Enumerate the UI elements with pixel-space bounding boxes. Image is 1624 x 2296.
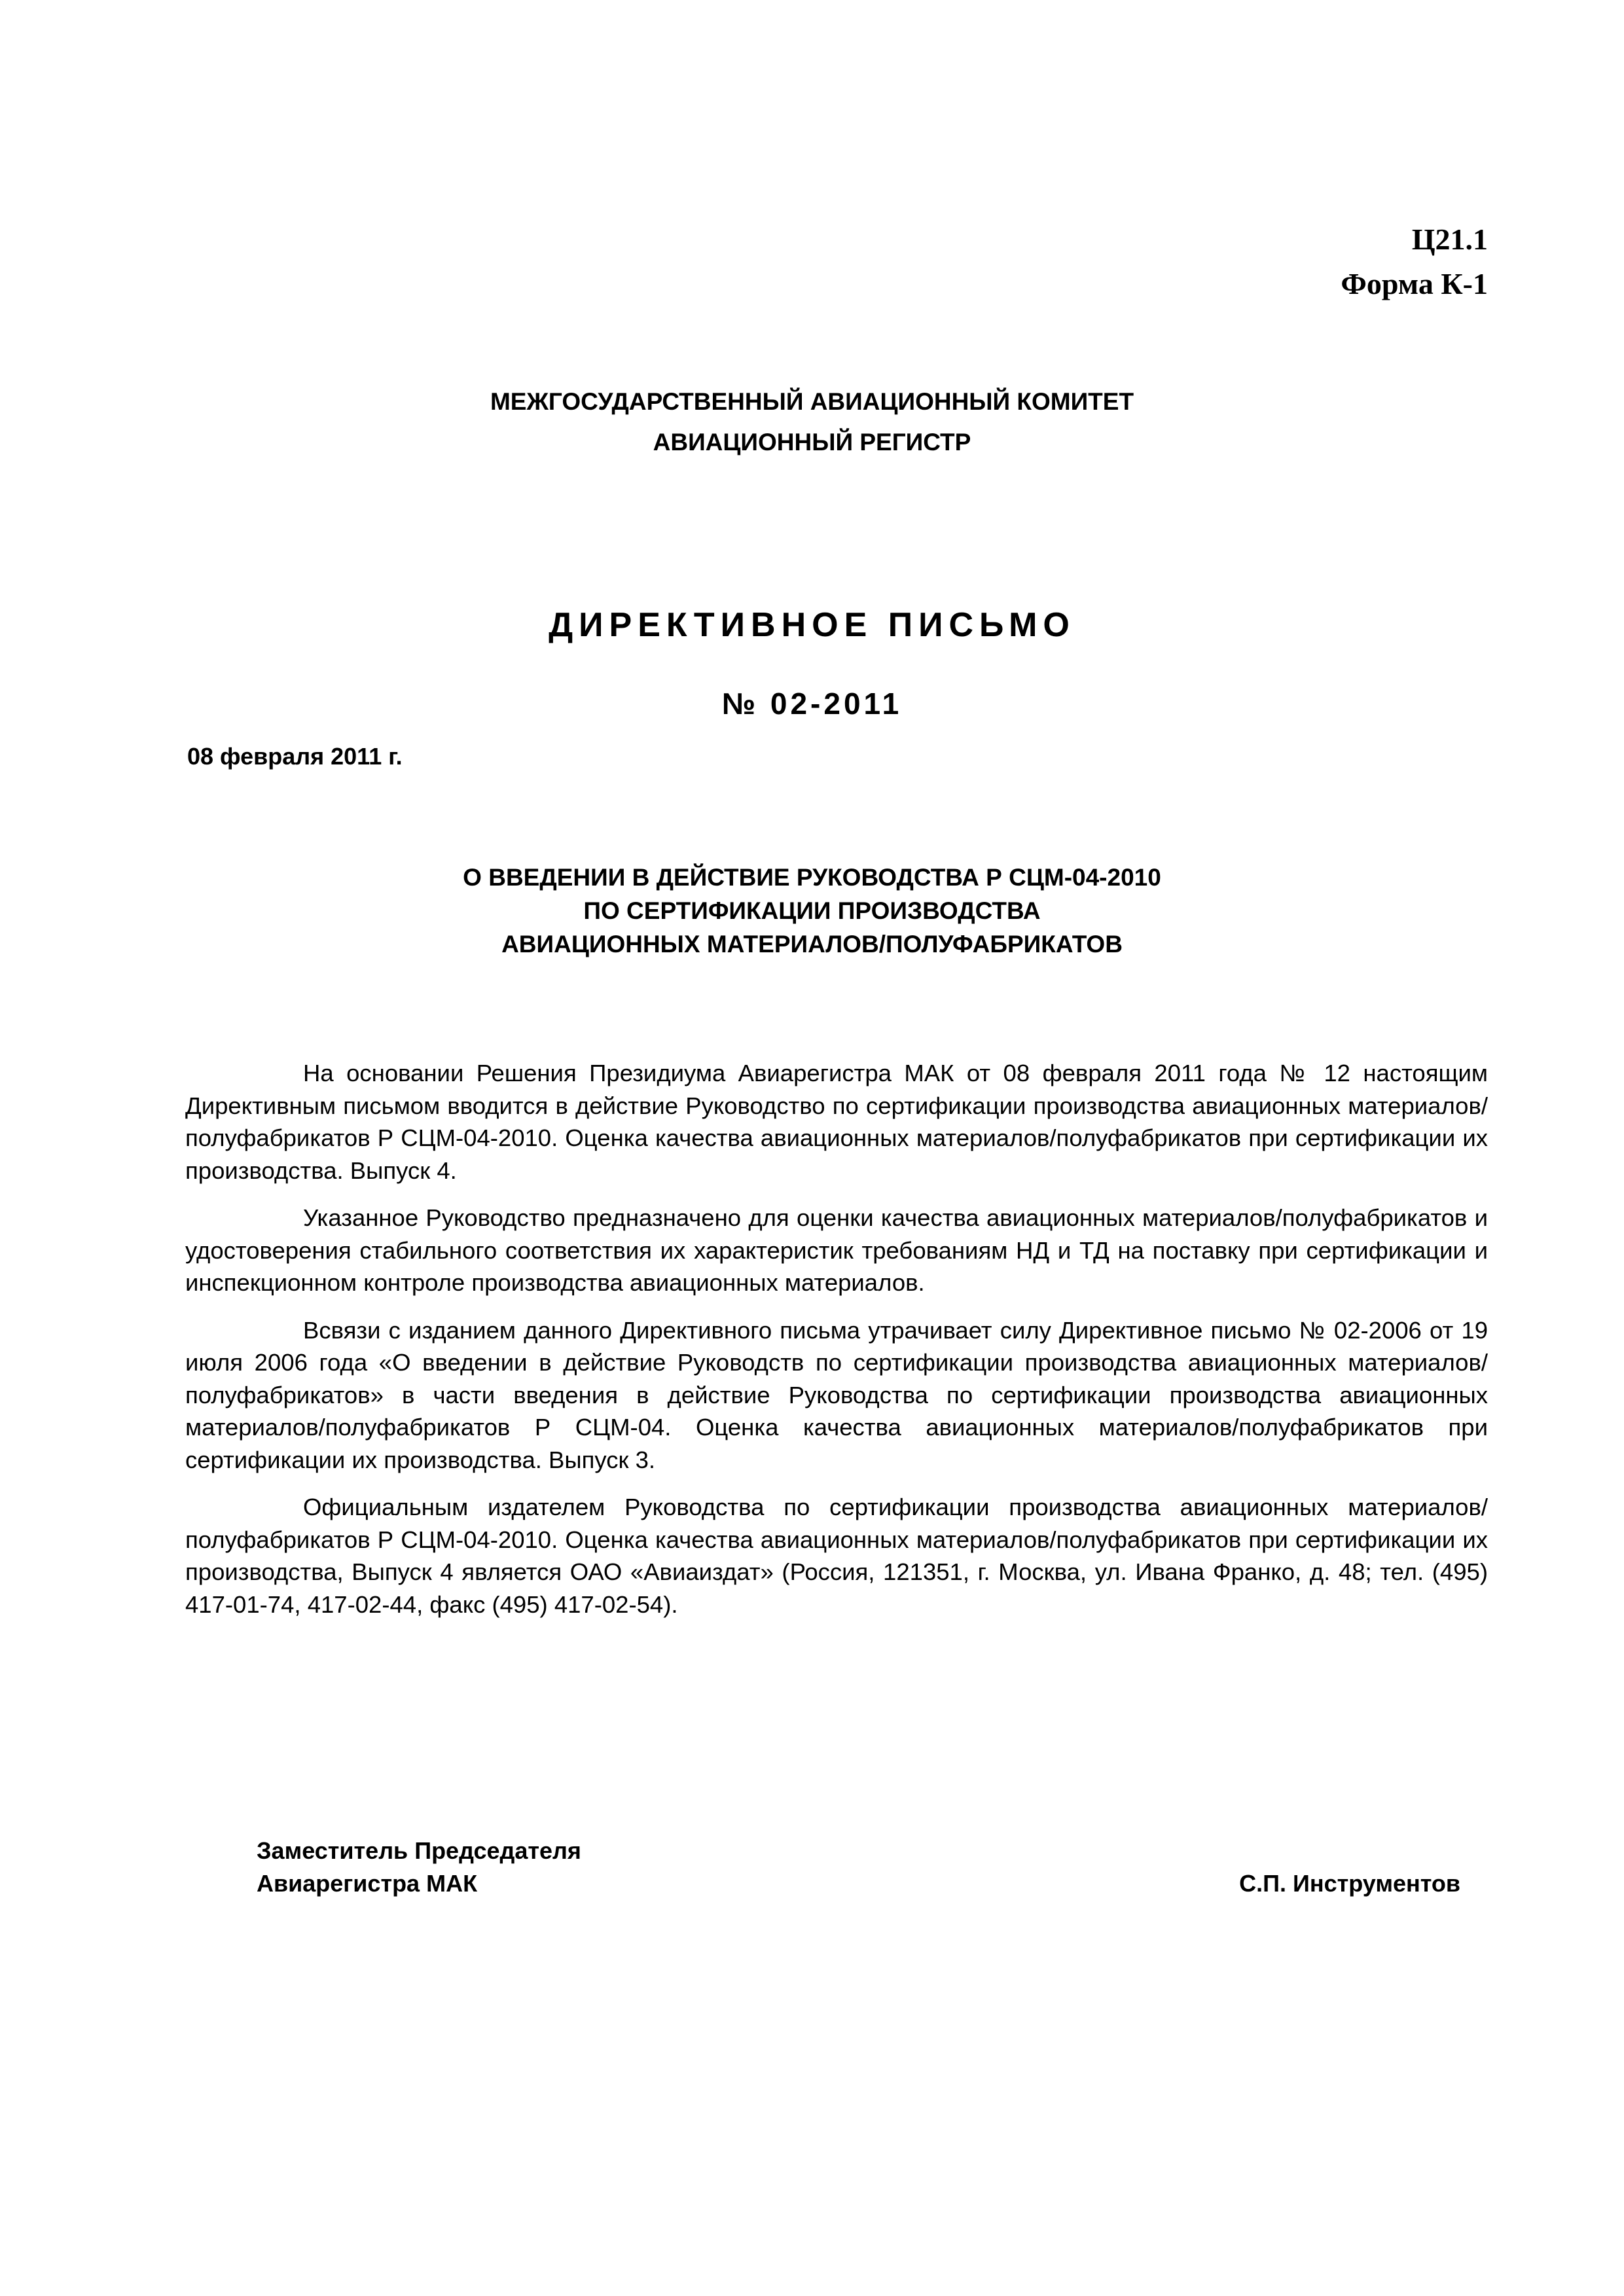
- form-code-block: [1341, 217, 1488, 306]
- body-paragraph: На основании Решения Президиума Авиарегистра МАК от 08 февраля 2011 года № 12 настоящим Директивным письмом вводится в действие Руководство по сертификации производства авиационных материалов/полуфабрикатов Р СЦМ-04-2010. Оценка качества авиационных материалов/полуфабрикатов при сертификации их производства. Выпуск 4.: [185, 1060, 1488, 1184]
- body-paragraph: Официальным издателем Руководства по сертификации производства авиационных материалов/полуфабрикатов Р СЦМ-04-2010. Оценка качества авиационных материалов/полуфабрикатов при сертификации их производства, Выпуск 4 является ОАО «Авиаиздат» (Россия, 121351, г. Москва, ул. Ивана Франко, д. 48; тел. (495) 417-01-74, 417-02-44, факс (495) 417-02-54).: [185, 1494, 1488, 1618]
- document-date: 08 февраля 2011 г.: [187, 743, 403, 770]
- body-paragraph: Всвязи с изданием данного Директивного письма утрачивает силу Директивное письмо № 02-2006 от 19 июля 2006 года «О введении в действие Руководств по сертификации производства авиационных материалов/полуфабрикатов» в части введения в действие Руководства по сертификации производства авиационных материалов/полуфабрикатов Р СЦМ-04. Оценка качества авиационных материалов/полуфабрикатов при сертификации их производства. Выпуск 3.: [185, 1316, 1488, 1473]
- signer-name: С.П. Инструментов: [1239, 1870, 1460, 1897]
- form-code: Ц21.1: [1411, 223, 1488, 256]
- document-body: [185, 1057, 1488, 1636]
- signer-position: [257, 1835, 581, 1900]
- organization-name: МЕЖГОСУДАРСТВЕННЫЙ АВИАЦИОННЫЙ КОМИТЕТ: [490, 388, 1134, 415]
- body-paragraph: Указанное Руководство предназначено для оценки качества авиационных материалов/полуфабрикатов и удостоверения стабильного соответствия их характеристик требованиям НД и ТД на поставку при сертификации и инспекционном контроле производства авиационных материалов.: [185, 1204, 1488, 1296]
- signer-position-line: Авиарегистра МАК: [257, 1870, 478, 1897]
- organization-header: [0, 382, 1624, 463]
- form-name: Форма К-1: [1341, 267, 1488, 300]
- subject-line: О ВВЕДЕНИИ В ДЕЙСТВИЕ РУКОВОДСТВА Р СЦМ-04-2010: [463, 864, 1161, 891]
- organization-division: АВИАЦИОННЫЙ РЕГИСТР: [653, 429, 971, 456]
- document-subject: [0, 861, 1624, 961]
- signer-position-line: Заместитель Председателя: [257, 1837, 581, 1864]
- document-title: ДИРЕКТИВНОЕ ПИСЬМО: [549, 606, 1075, 644]
- document-number: № 02-2011: [721, 687, 903, 721]
- subject-line: ПО СЕРТИФИКАЦИИ ПРОИЗВОДСТВА: [583, 897, 1041, 924]
- subject-line: АВИАЦИОННЫХ МАТЕРИАЛОВ/ПОЛУФАБРИКАТОВ: [501, 931, 1123, 958]
